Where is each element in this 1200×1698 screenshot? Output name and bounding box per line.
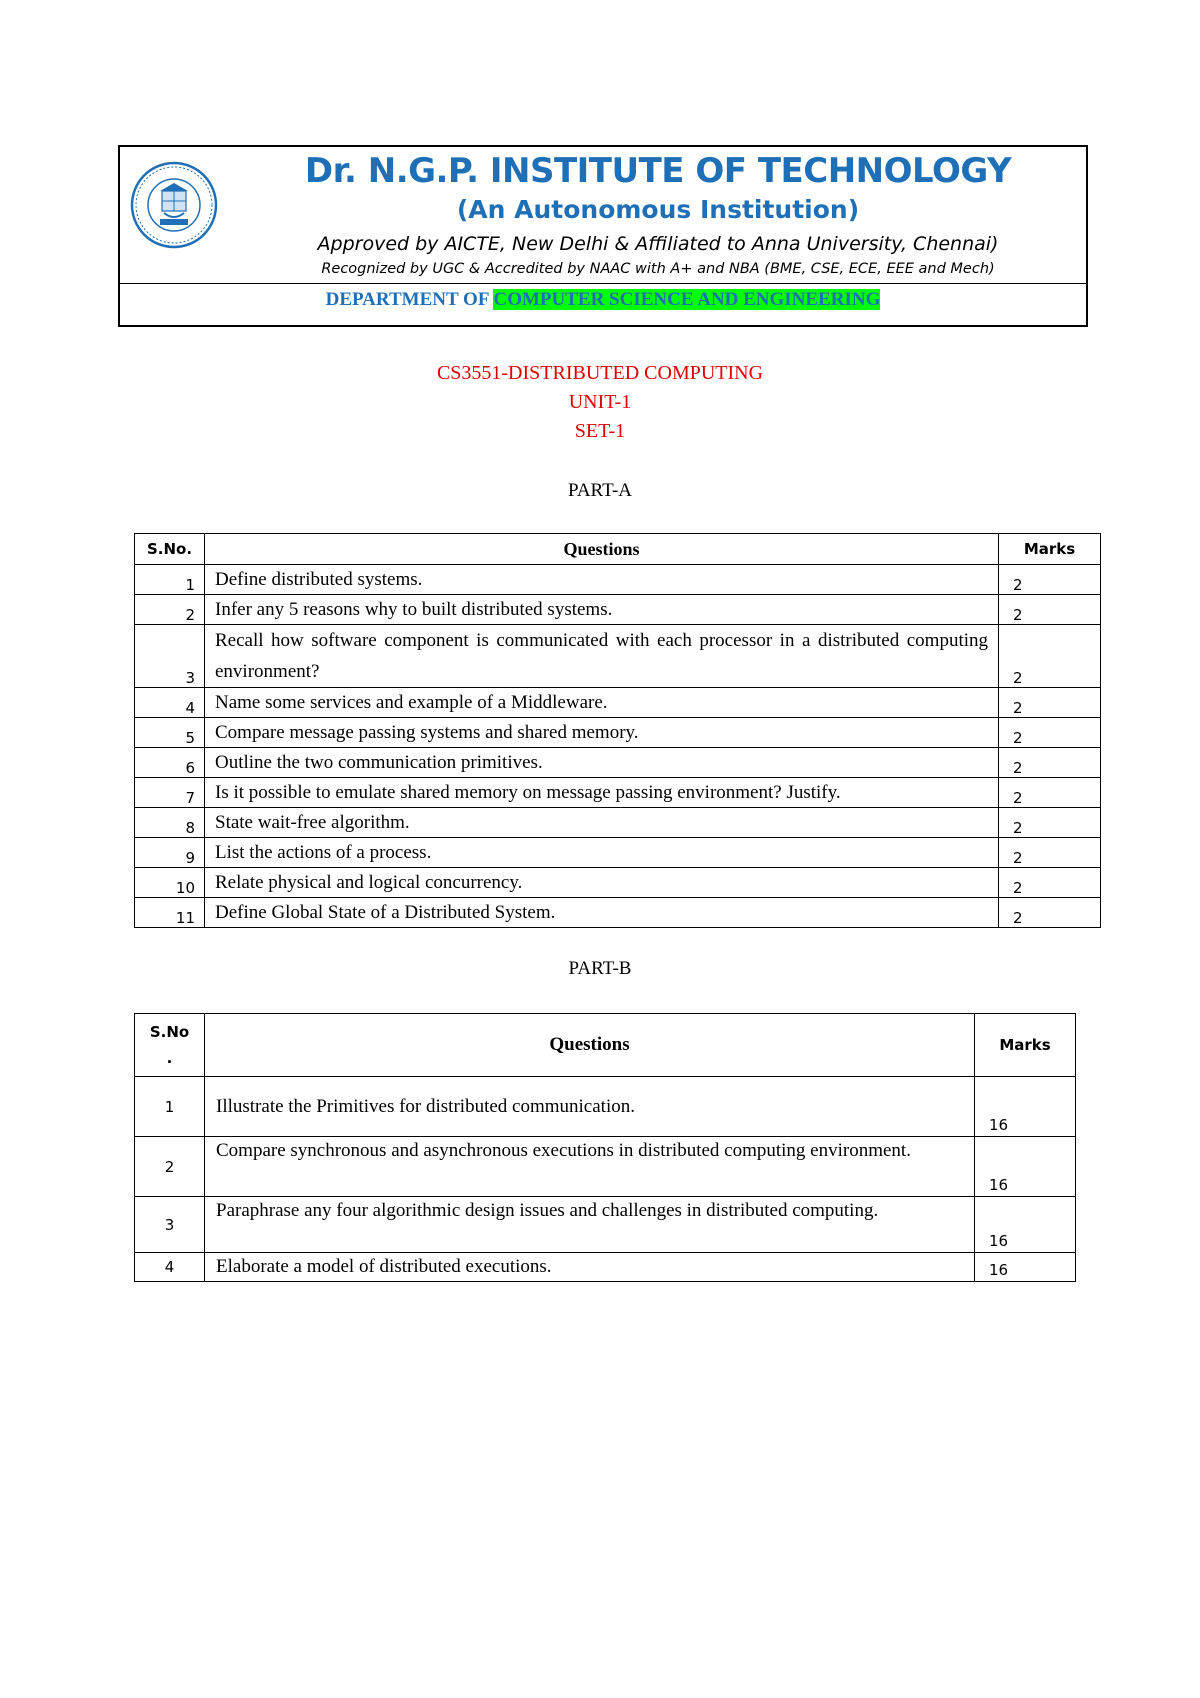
course-title: CS3551-DISTRIBUTED COMPUTING: [436, 362, 764, 384]
marks-header: Marks: [975, 1014, 1076, 1077]
table-header-row: [135, 534, 1101, 565]
sno-header-line2: .: [166, 1049, 173, 1067]
sno-cell: 7: [135, 778, 205, 808]
marks-cell: 2: [999, 748, 1101, 778]
question-cell: Outline the two communication primitives.: [205, 748, 999, 778]
part-b-table: [134, 1013, 1076, 1282]
accreditation-line: Recognized by UGC & Accredited by NAAC with A+ and NBA (BME, CSE, ECE, EEE and Mech): [321, 261, 995, 277]
question-cell: List the actions of a process.: [205, 838, 999, 868]
marks-header: Marks: [999, 534, 1101, 565]
part-a-heading: PART-A: [568, 480, 632, 501]
table-row: [135, 868, 1101, 898]
sno-header: [135, 1014, 205, 1077]
marks-cell: 2: [999, 778, 1101, 808]
table-row: [135, 1197, 1076, 1253]
sno-cell: 2: [135, 1137, 205, 1197]
question-cell: State wait-free algorithm.: [205, 808, 999, 838]
table-row: [135, 595, 1101, 625]
table-row: [135, 565, 1101, 595]
sno-cell: 3: [135, 1197, 205, 1253]
institution-name: Dr. N.G.P. INSTITUTE OF TECHNOLOGY: [304, 151, 1012, 191]
marks-cell: 2: [999, 688, 1101, 718]
table-row: [135, 1077, 1076, 1137]
question-cell: Define Global State of a Distributed System.: [205, 898, 999, 928]
table-row: [135, 778, 1101, 808]
sno-cell: 2: [135, 595, 205, 625]
table-row: [135, 808, 1101, 838]
department-name: COMPUTER SCIENCE AND ENGINEERING: [493, 289, 881, 310]
sno-cell: 5: [135, 718, 205, 748]
sno-cell: 1: [135, 565, 205, 595]
department-line: [120, 289, 1086, 311]
sno-cell: 4: [135, 688, 205, 718]
unit-label: UNIT-1: [568, 391, 632, 413]
sno-cell: 11: [135, 898, 205, 928]
question-cell: Recall how software component is communicated with each processor in a distributed computing environment?: [205, 625, 999, 688]
table-row: [135, 625, 1101, 688]
table-row: [135, 1137, 1076, 1197]
questions-header: Questions: [205, 534, 999, 565]
table-header-row: [135, 1014, 1076, 1077]
sno-cell: 8: [135, 808, 205, 838]
marks-cell: 2: [999, 898, 1101, 928]
institute-seal-logo: [130, 161, 218, 249]
sno-header-line1: S.No: [149, 1023, 190, 1041]
institution-header: [118, 145, 1088, 327]
autonomous-subtitle: (An Autonomous Institution): [456, 195, 860, 224]
marks-cell: 2: [999, 808, 1101, 838]
question-cell: Relate physical and logical concurrency.: [205, 868, 999, 898]
approval-line: Approved by AICTE, New Delhi & Affiliated to Anna University, Chennai): [317, 233, 999, 255]
marks-cell: 2: [999, 718, 1101, 748]
sno-cell: 10: [135, 868, 205, 898]
marks-cell: 2: [999, 625, 1101, 688]
sno-cell: 1: [135, 1077, 205, 1137]
marks-cell: 2: [999, 595, 1101, 625]
question-cell: Illustrate the Primitives for distributed communication.: [205, 1077, 975, 1137]
table-row: [135, 838, 1101, 868]
question-cell: Define distributed systems.: [205, 565, 999, 595]
marks-cell: 16: [975, 1077, 1076, 1137]
question-cell: Compare synchronous and asynchronous executions in distributed computing environment.: [205, 1137, 975, 1197]
table-row: [135, 898, 1101, 928]
marks-cell: 16: [975, 1253, 1076, 1282]
question-cell: Paraphrase any four algorithmic design issues and challenges in distributed computing.: [205, 1197, 975, 1253]
sno-cell: 4: [135, 1253, 205, 1282]
marks-cell: 16: [975, 1137, 1076, 1197]
sno-cell: 9: [135, 838, 205, 868]
question-cell: Compare message passing systems and shared memory.: [205, 718, 999, 748]
sno-cell: 3: [135, 625, 205, 688]
question-cell: Name some services and example of a Middleware.: [205, 688, 999, 718]
question-cell: Is it possible to emulate shared memory on message passing environment? Justify.: [205, 778, 999, 808]
table-row: [135, 718, 1101, 748]
question-cell: Infer any 5 reasons why to built distributed systems.: [205, 595, 999, 625]
department-prefix: DEPARTMENT OF: [325, 289, 489, 310]
sno-cell: 6: [135, 748, 205, 778]
marks-cell: 16: [975, 1197, 1076, 1253]
set-label: SET-1: [574, 420, 626, 442]
sno-header: S.No.: [135, 534, 205, 565]
question-cell: Elaborate a model of distributed executions.: [205, 1253, 975, 1282]
marks-cell: 2: [999, 838, 1101, 868]
marks-cell: 2: [999, 868, 1101, 898]
part-a-table: [134, 533, 1101, 928]
header-divider: [120, 283, 1086, 284]
table-row: [135, 748, 1101, 778]
table-row: [135, 1253, 1076, 1282]
table-row: [135, 688, 1101, 718]
part-b-heading: PART-B: [568, 958, 632, 979]
marks-cell: 2: [999, 565, 1101, 595]
questions-header: Questions: [205, 1014, 975, 1077]
